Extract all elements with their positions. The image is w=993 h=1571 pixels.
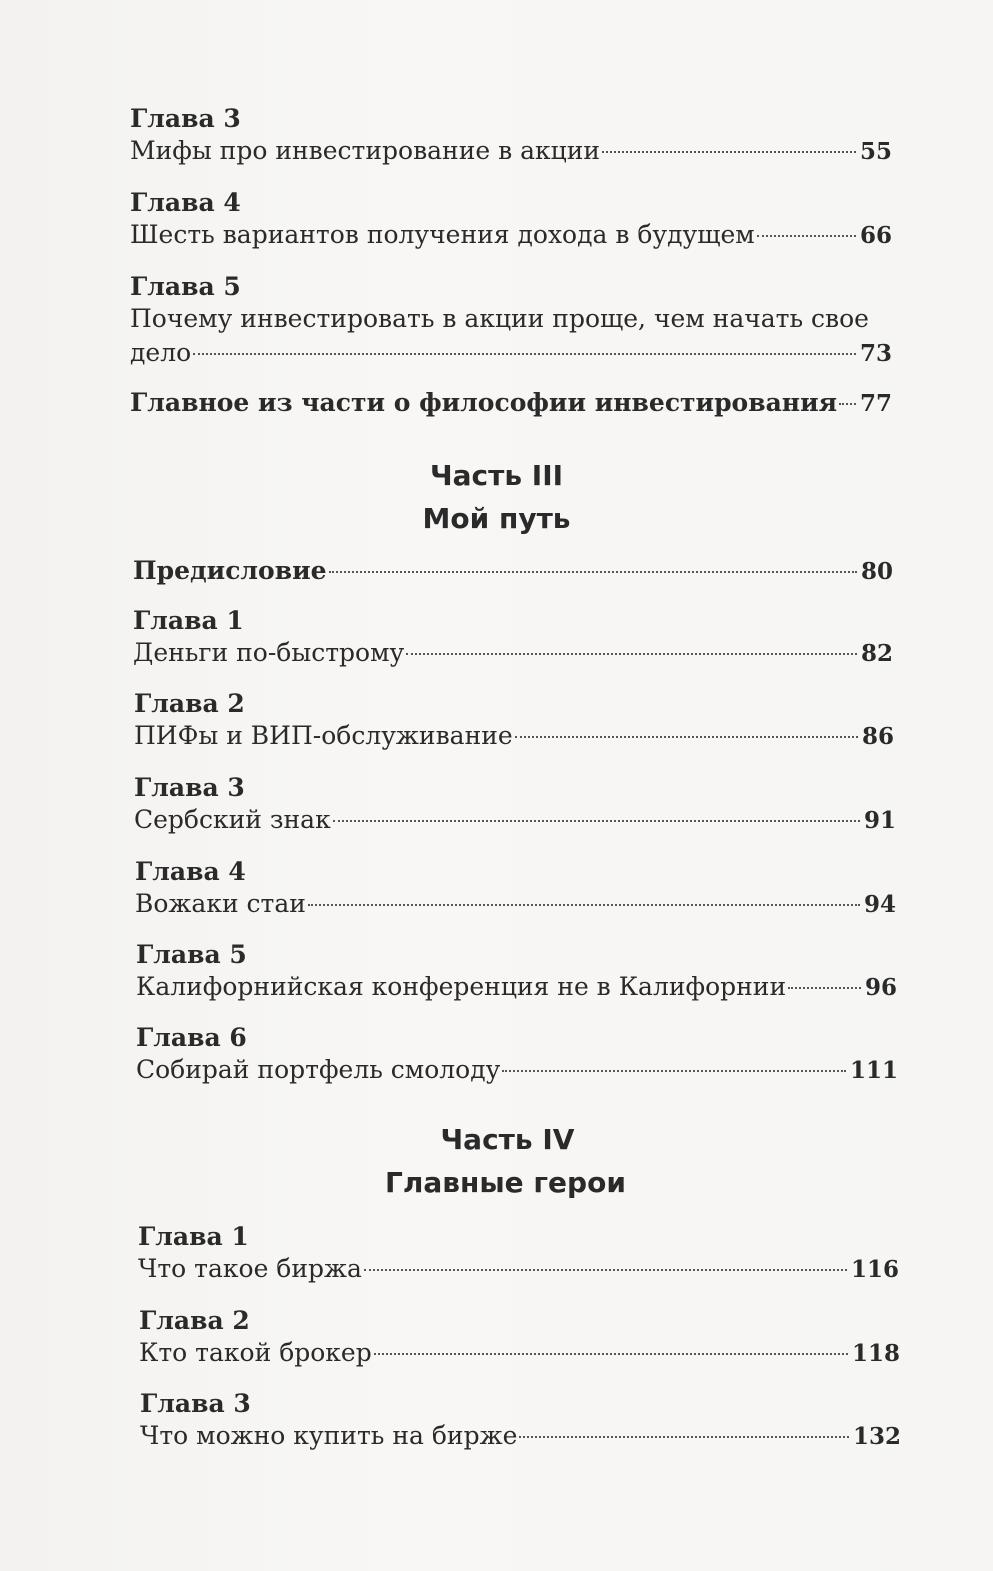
chapter-title: Вожаки стаи <box>135 889 306 918</box>
toc-entry <box>138 1222 899 1287</box>
leader-dots <box>364 1269 847 1271</box>
chapter-title-line1[interactable]: Почему инвестировать в акции проще, чем начать свое <box>130 304 869 333</box>
page-number: 116 <box>850 1256 899 1283</box>
toc-entry <box>133 554 893 589</box>
chapter-label: Глава 4 <box>135 857 246 886</box>
toc-line[interactable] <box>130 336 892 371</box>
leader-dots <box>374 1353 848 1355</box>
toc-line[interactable] <box>138 1252 899 1287</box>
leader-dots <box>757 235 856 237</box>
leader-dots <box>515 736 858 738</box>
toc-entry <box>140 1389 901 1454</box>
toc-line[interactable] <box>130 134 892 169</box>
toc-entry <box>135 857 896 922</box>
toc-line[interactable] <box>135 887 896 922</box>
part-title: Мой путь <box>422 502 571 535</box>
toc-entry <box>130 386 892 421</box>
toc-line[interactable] <box>136 1053 898 1088</box>
chapter-label: Глава 4 <box>130 188 241 217</box>
page-number: 86 <box>861 723 894 750</box>
toc-entry <box>133 606 893 671</box>
page-number: 77 <box>859 390 892 417</box>
chapter-title: Сербский знак <box>134 805 331 834</box>
leader-dots <box>308 904 860 906</box>
toc-entry <box>134 689 894 754</box>
chapter-label: Глава 5 <box>130 272 241 301</box>
chapter-title: Кто такой брокер <box>139 1338 372 1367</box>
leader-dots <box>602 151 856 153</box>
summary-title: Главное из части о философии инвестирования <box>130 388 838 417</box>
chapter-title: ПИФы и ВИП-обслуживание <box>134 721 513 750</box>
chapter-title: Мифы про инвестирование в акции <box>130 136 601 165</box>
chapter-label: Глава 1 <box>133 606 244 635</box>
toc-entry <box>136 1023 898 1088</box>
part-label: Часть IV <box>440 1123 575 1156</box>
leader-dots <box>329 571 857 573</box>
part-label: Часть III <box>429 459 564 492</box>
toc-line[interactable] <box>134 803 896 838</box>
page-number: 55 <box>859 138 892 165</box>
leader-dots <box>788 987 861 989</box>
toc-line[interactable] <box>130 218 892 253</box>
chapter-title: Калифорнийская конференция не в Калифорнии <box>136 972 787 1001</box>
toc-line[interactable] <box>130 386 892 421</box>
page-number: 96 <box>864 974 897 1001</box>
page-number: 111 <box>849 1057 898 1084</box>
chapter-label: Глава 3 <box>134 773 245 802</box>
leader-dots <box>502 1070 846 1072</box>
leader-dots <box>519 1436 849 1438</box>
leader-dots <box>333 820 860 822</box>
toc-entry <box>139 1306 900 1371</box>
toc-line[interactable] <box>139 1336 900 1371</box>
chapter-label: Глава 6 <box>136 1023 247 1052</box>
chapter-label: Глава 3 <box>140 1389 251 1418</box>
chapter-label: Глава 3 <box>130 104 241 133</box>
page-number: 82 <box>860 640 893 667</box>
chapter-title-line2: дело <box>130 338 192 367</box>
chapter-label: Глава 2 <box>134 689 245 718</box>
part-title: Главные герои <box>385 1166 626 1199</box>
toc-line[interactable] <box>134 719 894 754</box>
toc-line[interactable] <box>140 1419 901 1454</box>
toc-line[interactable] <box>133 554 893 589</box>
toc-entry <box>134 773 896 838</box>
toc-entry <box>130 272 892 371</box>
chapter-title: Собирай портфель смолоду <box>136 1055 501 1084</box>
toc-line[interactable] <box>133 636 893 671</box>
chapter-title: Деньги по-быстрому <box>133 638 405 667</box>
chapter-label: Глава 5 <box>136 940 247 969</box>
toc-entry <box>130 104 892 169</box>
page-number: 73 <box>859 340 892 367</box>
leader-dots <box>193 353 856 355</box>
toc-entry <box>136 940 897 1005</box>
page-number: 80 <box>860 558 893 585</box>
page-number: 132 <box>852 1423 901 1450</box>
page-number: 94 <box>863 891 896 918</box>
page-number: 66 <box>859 222 892 249</box>
chapter-label: Глава 1 <box>138 1222 249 1251</box>
page-number: 118 <box>851 1340 900 1367</box>
chapter-title: Шесть вариантов получения дохода в будущем <box>130 220 755 249</box>
leader-dots <box>839 403 856 405</box>
chapter-title: Что можно купить на бирже <box>140 1421 518 1450</box>
preface-title: Предисловие <box>133 556 327 585</box>
leader-dots <box>406 653 857 655</box>
page-number: 91 <box>863 807 896 834</box>
chapter-title: Что такое биржа <box>138 1254 362 1283</box>
toc-entry <box>130 188 892 253</box>
toc-line[interactable] <box>136 970 897 1005</box>
chapter-label: Глава 2 <box>139 1306 250 1335</box>
